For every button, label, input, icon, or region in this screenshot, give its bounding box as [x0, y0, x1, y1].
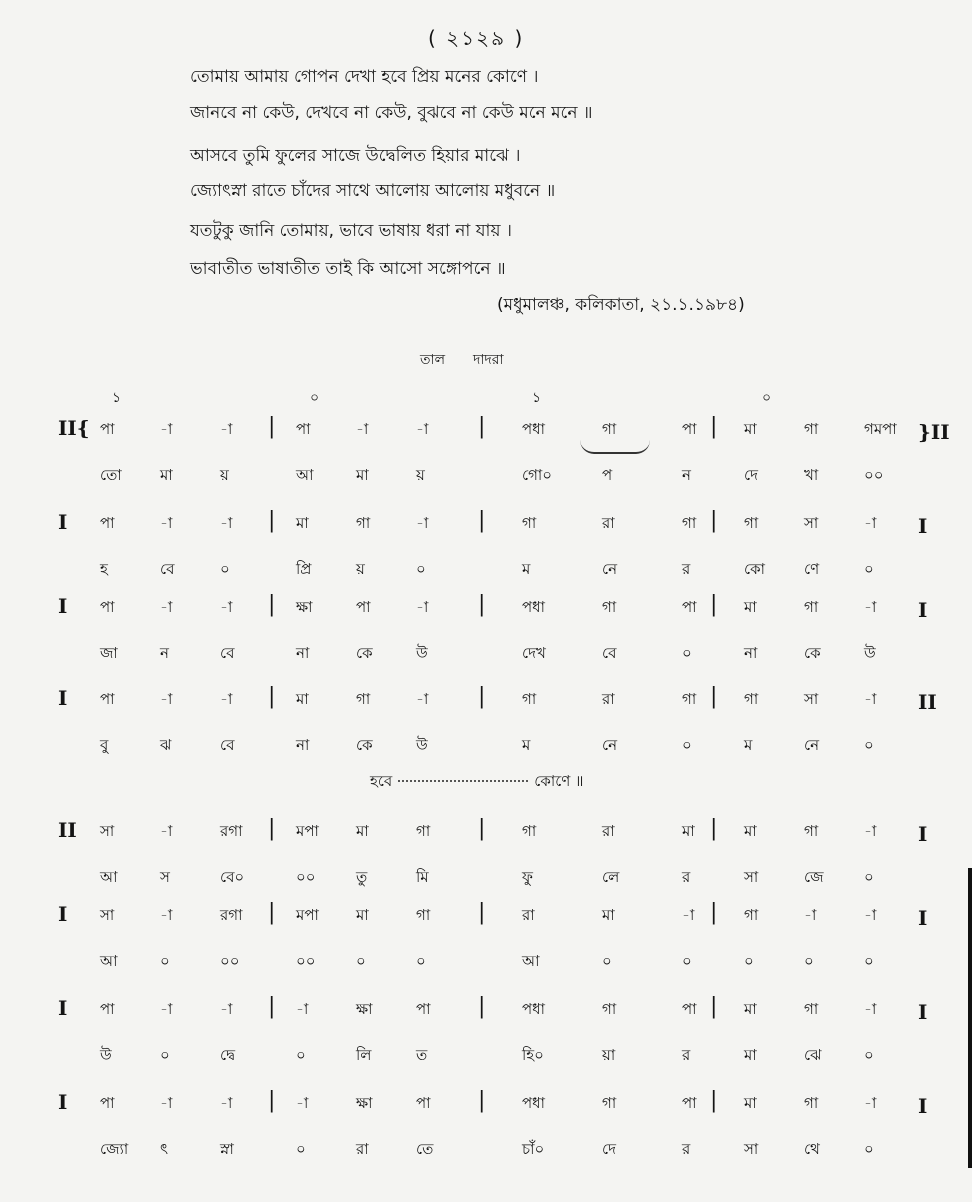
- bani-syllable: ম: [522, 560, 531, 578]
- swar-note: -া: [160, 822, 173, 840]
- swar-note: পা: [100, 1000, 115, 1018]
- swar-note: -া: [220, 1094, 233, 1112]
- swar-note: -া: [160, 690, 173, 708]
- bani-syllable: র: [682, 560, 691, 578]
- beat-marker: ০: [762, 390, 772, 406]
- lyric-line: আসবে তুমি ফুলের সাজে উদ্বেলিত হিয়ার মাঝে ।: [190, 146, 521, 166]
- measure-bar: |: [710, 816, 718, 841]
- swar-note: গা: [744, 906, 759, 924]
- lyric-line: যতটুকু জানি তোমায়, ভাবে ভাষায় ধরা না যায় ।: [190, 221, 512, 241]
- bani-syllable: দেখ: [522, 644, 546, 662]
- bani-syllable: গো০: [522, 466, 553, 484]
- swar-note: -া: [220, 690, 233, 708]
- bani-syllable: নে: [602, 560, 618, 578]
- bani-syllable: ন: [160, 644, 169, 662]
- bani-syllable: য়: [356, 560, 365, 578]
- bani-syllable: না: [296, 736, 310, 754]
- bani-syllable: য়: [416, 466, 425, 484]
- bani-syllable: উ: [416, 644, 428, 662]
- bani-syllable: কো: [744, 560, 765, 578]
- swar-note: পা: [356, 598, 371, 616]
- bani-syllable: ০: [864, 1140, 874, 1158]
- bani-syllable: ০: [864, 952, 874, 970]
- measure-bar: |: [710, 592, 718, 617]
- swar-note: মপা: [296, 822, 319, 840]
- swar-note: গা: [682, 514, 697, 532]
- repeat-dots: [398, 780, 528, 782]
- row-end-mark: I: [918, 906, 928, 930]
- bani-syllable: না: [744, 644, 758, 662]
- swar-note: মা: [744, 420, 757, 438]
- measure-bar: |: [478, 816, 486, 841]
- swar-note: রা: [602, 690, 615, 708]
- swar-note: -া: [160, 598, 173, 616]
- bani-syllable: ন: [682, 466, 691, 484]
- repeat-start: হবে: [370, 772, 393, 790]
- swar-note: সা: [100, 822, 115, 840]
- swar-note: -া: [220, 514, 233, 532]
- swar-note: -া: [416, 690, 429, 708]
- bani-syllable: র: [682, 1140, 691, 1158]
- bani-syllable: প: [602, 466, 613, 484]
- bani-syllable: লি: [356, 1046, 372, 1064]
- swar-note: সা: [804, 514, 819, 532]
- attribution: (মধুমালঞ্চ, কলিকাতা, ২১.১.১৯৮৪): [497, 295, 745, 315]
- swar-note: মা: [296, 690, 309, 708]
- bani-syllable: মা: [744, 1046, 757, 1064]
- bani-syllable: ০: [744, 952, 754, 970]
- measure-bar: |: [710, 994, 718, 1019]
- swar-note: ক্ষা: [356, 1094, 373, 1112]
- bani-syllable: সা: [744, 868, 759, 886]
- swar-note: রা: [522, 906, 535, 924]
- bani-syllable: ০: [682, 644, 692, 662]
- swar-note: গা: [356, 690, 371, 708]
- swar-note: -া: [296, 1094, 309, 1112]
- bani-syllable: কে: [804, 644, 821, 662]
- bani-syllable: ০: [602, 952, 612, 970]
- bani-syllable: বে: [220, 644, 235, 662]
- bani-syllable: জে: [804, 868, 824, 886]
- swar-note: মা: [602, 906, 615, 924]
- swar-note: পা: [100, 598, 115, 616]
- measure-bar: |: [710, 900, 718, 925]
- swar-note: গা: [804, 420, 819, 438]
- swar-note: গা: [602, 420, 617, 438]
- bani-syllable: আ: [100, 868, 118, 886]
- swar-note: গা: [602, 1000, 617, 1018]
- swar-note: পা: [416, 1000, 431, 1018]
- swar-note: -া: [220, 420, 233, 438]
- swar-note: পা: [416, 1094, 431, 1112]
- bani-syllable: মি: [416, 868, 429, 886]
- swar-note: পা: [682, 1000, 697, 1018]
- measure-bar: |: [268, 684, 276, 709]
- swar-note: পা: [100, 420, 115, 438]
- swar-note: গা: [744, 514, 759, 532]
- swar-note: গা: [804, 1094, 819, 1112]
- swar-note: গমপা: [864, 420, 897, 438]
- bani-syllable: বু: [100, 736, 109, 754]
- measure-bar: |: [478, 414, 486, 439]
- swar-note: -া: [160, 1000, 173, 1018]
- row-start-mark: I: [58, 902, 68, 926]
- row-end-mark: I: [918, 822, 928, 846]
- swar-note: -া: [160, 1094, 173, 1112]
- bani-syllable: কে: [356, 736, 373, 754]
- swar-note: মা: [744, 822, 757, 840]
- bani-syllable: ০: [864, 1046, 874, 1064]
- bani-syllable: দ্বে: [220, 1046, 235, 1064]
- swar-note: -া: [160, 514, 173, 532]
- swar-note: গা: [804, 1000, 819, 1018]
- bani-syllable: দে: [744, 466, 758, 484]
- measure-bar: |: [268, 1088, 276, 1113]
- bani-syllable: জা: [100, 644, 118, 662]
- bani-syllable: আ: [296, 466, 314, 484]
- bani-syllable: হ: [100, 560, 108, 578]
- swar-note: পধা: [522, 1094, 545, 1112]
- measure-bar: |: [478, 592, 486, 617]
- swar-note: মা: [356, 906, 369, 924]
- measure-bar: |: [268, 994, 276, 1019]
- bani-syllable: ০: [864, 560, 874, 578]
- lyric-line: জানবে না কেউ, দেখবে না কেউ, বুঝবে না কেউ মনে মনে ॥: [190, 103, 593, 123]
- swar-note: -া: [864, 906, 877, 924]
- measure-bar: |: [478, 994, 486, 1019]
- row-end-mark: }II: [918, 420, 950, 444]
- swar-note: -া: [864, 598, 877, 616]
- bani-syllable: হি০: [522, 1046, 544, 1064]
- swar-note: সা: [804, 690, 819, 708]
- swar-note: গা: [804, 598, 819, 616]
- swar-note: পা: [296, 420, 311, 438]
- row-start-mark: I: [58, 1090, 68, 1114]
- bani-syllable: ০: [864, 736, 874, 754]
- bani-syllable: আ: [522, 952, 540, 970]
- bani-syllable: মা: [160, 466, 173, 484]
- taal-label: তাল: [420, 352, 445, 368]
- swar-note: রগা: [220, 906, 243, 924]
- swar-note: পধা: [522, 598, 545, 616]
- swar-note: মপা: [296, 906, 319, 924]
- row-end-mark: I: [918, 1094, 928, 1118]
- bani-syllable: ত: [416, 1046, 428, 1064]
- swar-note: -া: [864, 690, 877, 708]
- swar-note: -া: [220, 1000, 233, 1018]
- bani-syllable: স্না: [220, 1140, 234, 1158]
- measure-bar: |: [710, 508, 718, 533]
- bani-syllable: উ: [100, 1046, 112, 1064]
- lyric-line: তোমায় আমায় গোপন দেখা হবে প্রিয় মনের কোণে ।: [190, 67, 539, 87]
- measure-bar: |: [710, 1088, 718, 1113]
- bani-syllable: ০: [682, 736, 692, 754]
- page-edge: [968, 868, 972, 1168]
- swar-note: গা: [744, 690, 759, 708]
- bani-syllable: ম: [522, 736, 531, 754]
- bani-syllable: তু: [356, 868, 368, 886]
- swar-note: পা: [100, 690, 115, 708]
- swar-note: -া: [864, 514, 877, 532]
- bani-syllable: ০: [220, 560, 230, 578]
- row-start-mark: II{: [58, 416, 90, 440]
- swar-note: গা: [804, 822, 819, 840]
- bani-syllable: মা: [356, 466, 369, 484]
- swar-note: পা: [682, 420, 697, 438]
- bani-syllable: কে: [356, 644, 373, 662]
- swar-note: সা: [100, 906, 115, 924]
- bani-syllable: নে: [602, 736, 618, 754]
- bani-syllable: চাঁ০: [522, 1140, 545, 1158]
- swar-note: -া: [160, 420, 173, 438]
- measure-bar: |: [268, 592, 276, 617]
- swar-note: -া: [864, 1094, 877, 1112]
- swar-note: -া: [160, 906, 173, 924]
- bani-syllable: ০: [296, 1046, 306, 1064]
- swar-note: গা: [416, 906, 431, 924]
- swar-note: পধা: [522, 1000, 545, 1018]
- bani-syllable: থে: [804, 1140, 820, 1158]
- bani-syllable: বে: [220, 736, 235, 754]
- swar-note: গা: [356, 514, 371, 532]
- bani-syllable: ০: [160, 952, 170, 970]
- swar-note: -া: [864, 1000, 877, 1018]
- bani-syllable: ফু: [522, 868, 533, 886]
- bani-syllable: ণে: [804, 560, 820, 578]
- measure-bar: |: [478, 1088, 486, 1113]
- bani-syllable: ০: [296, 1140, 306, 1158]
- swar-note: পা: [100, 514, 115, 532]
- bani-syllable: উ: [864, 644, 876, 662]
- bani-syllable: ঝে: [804, 1046, 822, 1064]
- bani-syllable: ঝ: [160, 736, 172, 754]
- swar-note: ক্ষা: [296, 598, 313, 616]
- bani-syllable: ম: [744, 736, 753, 754]
- repeat-end: কোণে ॥: [534, 772, 584, 790]
- row-end-mark: I: [918, 514, 928, 538]
- row-start-mark: I: [58, 996, 68, 1020]
- swar-note: গা: [682, 690, 697, 708]
- swar-note: ক্ষা: [356, 1000, 373, 1018]
- swar-note: মা: [744, 1094, 757, 1112]
- swar-note: -া: [220, 598, 233, 616]
- bani-syllable: দে: [602, 1140, 616, 1158]
- page-number: ( ২১২৯ ): [428, 26, 525, 50]
- swar-note: গা: [602, 1094, 617, 1112]
- swar-note: গা: [522, 822, 537, 840]
- row-start-mark: II: [58, 818, 77, 842]
- bani-syllable: প্রি: [296, 560, 312, 578]
- swar-note: গা: [416, 822, 431, 840]
- bani-syllable: আ: [100, 952, 118, 970]
- swar-note: -া: [416, 514, 429, 532]
- bani-syllable: নে: [804, 736, 820, 754]
- taal-name: দাদরা: [473, 352, 504, 368]
- bani-syllable: ০: [416, 560, 426, 578]
- row-start-mark: I: [58, 594, 68, 618]
- lyric-line: ভাবাতীত ভাষাতীত তাই কি আসো সঙ্গোপনে ॥: [190, 259, 506, 279]
- bani-syllable: লে: [602, 868, 620, 886]
- bani-syllable: য়া: [602, 1046, 616, 1064]
- bani-syllable: ০: [864, 868, 874, 886]
- beat-marker: ১: [532, 390, 542, 406]
- swar-note: মা: [744, 1000, 757, 1018]
- bani-syllable: তো: [100, 466, 122, 484]
- swar-note: রা: [602, 514, 615, 532]
- swar-note: -া: [416, 598, 429, 616]
- bani-syllable: বে০: [220, 868, 245, 886]
- swar-note: -া: [864, 822, 877, 840]
- swar-note: মা: [356, 822, 369, 840]
- swar-note: পা: [682, 598, 697, 616]
- bani-syllable: র: [682, 1046, 691, 1064]
- measure-bar: |: [710, 414, 718, 439]
- measure-bar: |: [478, 508, 486, 533]
- swar-note: রা: [602, 822, 615, 840]
- swar-note: -া: [804, 906, 817, 924]
- swar-note: -া: [416, 420, 429, 438]
- swar-note: রগা: [220, 822, 243, 840]
- bani-syllable: ০০: [864, 466, 884, 484]
- swar-note: পা: [682, 1094, 697, 1112]
- swar-note: মা: [296, 514, 309, 532]
- measure-bar: |: [478, 900, 486, 925]
- bani-syllable: না: [296, 644, 310, 662]
- swar-note: মা: [682, 822, 695, 840]
- bani-syllable: সা: [744, 1140, 759, 1158]
- row-end-mark: I: [918, 598, 928, 622]
- row-end-mark: I: [918, 1000, 928, 1024]
- bani-syllable: ০০: [296, 952, 316, 970]
- bani-syllable: ০০: [220, 952, 240, 970]
- repeat-instruction: [370, 770, 584, 795]
- bani-syllable: ৎ: [160, 1140, 169, 1158]
- measure-bar: |: [710, 684, 718, 709]
- measure-bar: |: [268, 900, 276, 925]
- swar-note: -া: [296, 1000, 309, 1018]
- row-start-mark: I: [58, 510, 68, 534]
- swar-note: পধা: [522, 420, 545, 438]
- swar-note: গা: [602, 598, 617, 616]
- bani-syllable: বে: [160, 560, 175, 578]
- measure-bar: |: [268, 816, 276, 841]
- bani-syllable: তে: [416, 1140, 434, 1158]
- bani-syllable: ০: [356, 952, 366, 970]
- bani-syllable: স: [160, 868, 170, 886]
- bani-syllable: ০: [682, 952, 692, 970]
- swar-note: -া: [356, 420, 369, 438]
- bani-syllable: ০০: [296, 868, 316, 886]
- beat-marker: ১: [112, 390, 122, 406]
- swar-note: মা: [744, 598, 757, 616]
- lyric-line: জ্যোৎস্না রাতে চাঁদের সাথে আলোয় আলোয় মধুবনে ॥: [190, 181, 556, 201]
- bani-syllable: ০: [416, 952, 426, 970]
- swar-note: পা: [100, 1094, 115, 1112]
- bani-syllable: উ: [416, 736, 428, 754]
- row-start-mark: I: [58, 686, 68, 710]
- swar-note: গা: [522, 690, 537, 708]
- bani-syllable: রা: [356, 1140, 369, 1158]
- bani-syllable: য়: [220, 466, 229, 484]
- measure-bar: |: [478, 684, 486, 709]
- bani-syllable: বে: [602, 644, 617, 662]
- row-end-mark: II: [918, 690, 937, 714]
- bani-syllable: জ্যো: [100, 1140, 129, 1158]
- bani-syllable: ০: [160, 1046, 170, 1064]
- measure-bar: |: [268, 414, 276, 439]
- measure-bar: |: [268, 508, 276, 533]
- taal-heading: [420, 348, 532, 372]
- swar-note: -া: [682, 906, 695, 924]
- beat-marker: ০: [310, 390, 320, 406]
- swar-note: গা: [522, 514, 537, 532]
- bani-syllable: ০: [804, 952, 814, 970]
- bani-syllable: র: [682, 868, 691, 886]
- bani-syllable: খা: [804, 466, 819, 484]
